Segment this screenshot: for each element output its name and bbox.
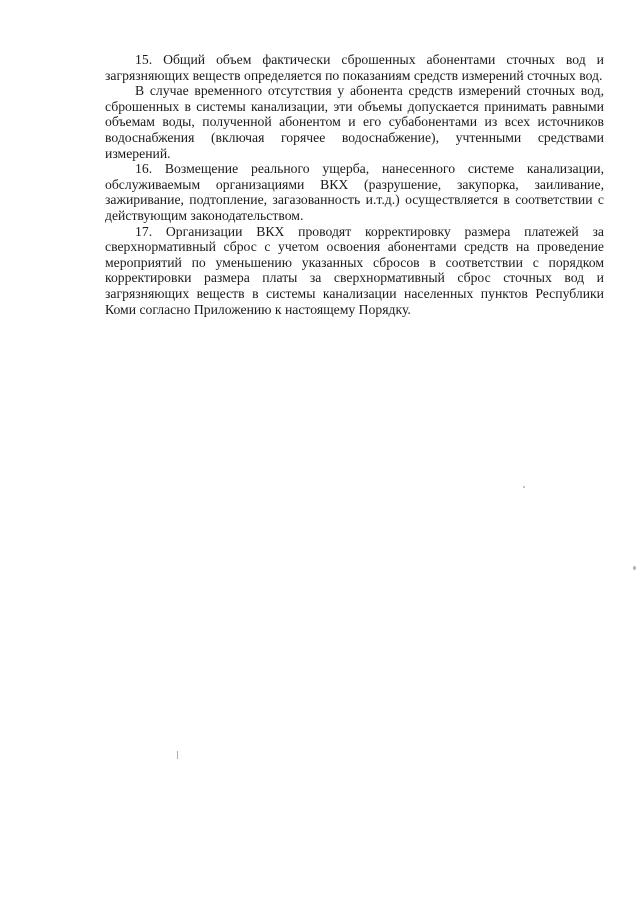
paragraph-16: 16. Возмещение реального ущерба, нанесенного системе канализации, обслуживаемым организациями ВКХ (разрушение, закупорка, заиливание, зажиривание, подтопление, загазованность и.т.д.) осуществляется в соответствии с действующим законодательством. [105,161,604,223]
paragraph-17: 17. Организации ВКХ проводят корректировку размера платежей за сверхнормативный сброс с учетом освоения абонентами средств на проведение мероприятий по уменьшению указанных сбросов в соответствии с порядком корректировки размера платы за сверхнормативный сброс сточных вод и загрязняющих веществ в системы канализации населенных пунктов Республики Коми согласно Приложению к настоящему Порядку. [105,223,604,317]
scan-speck [177,751,178,759]
document-body [105,52,604,317]
scan-speck [633,566,636,570]
paragraph-15: 15. Общий объем фактически сброшенных абонентами сточных вод и загрязняющих веществ определяется по показаниям средств измерений сточных вод. [105,52,604,83]
scan-speck [523,486,525,488]
paragraph-15-continuation: В случае временного отсутствия у абонента средств измерений сточных вод, сброшенных в системы канализации, эти объемы допускается принимать равными объемам воды, полученной абонентом и его субабонентами из всех источников водоснабжения (включая горячее водоснабжение), учтенными средствами измерений. [105,83,604,161]
